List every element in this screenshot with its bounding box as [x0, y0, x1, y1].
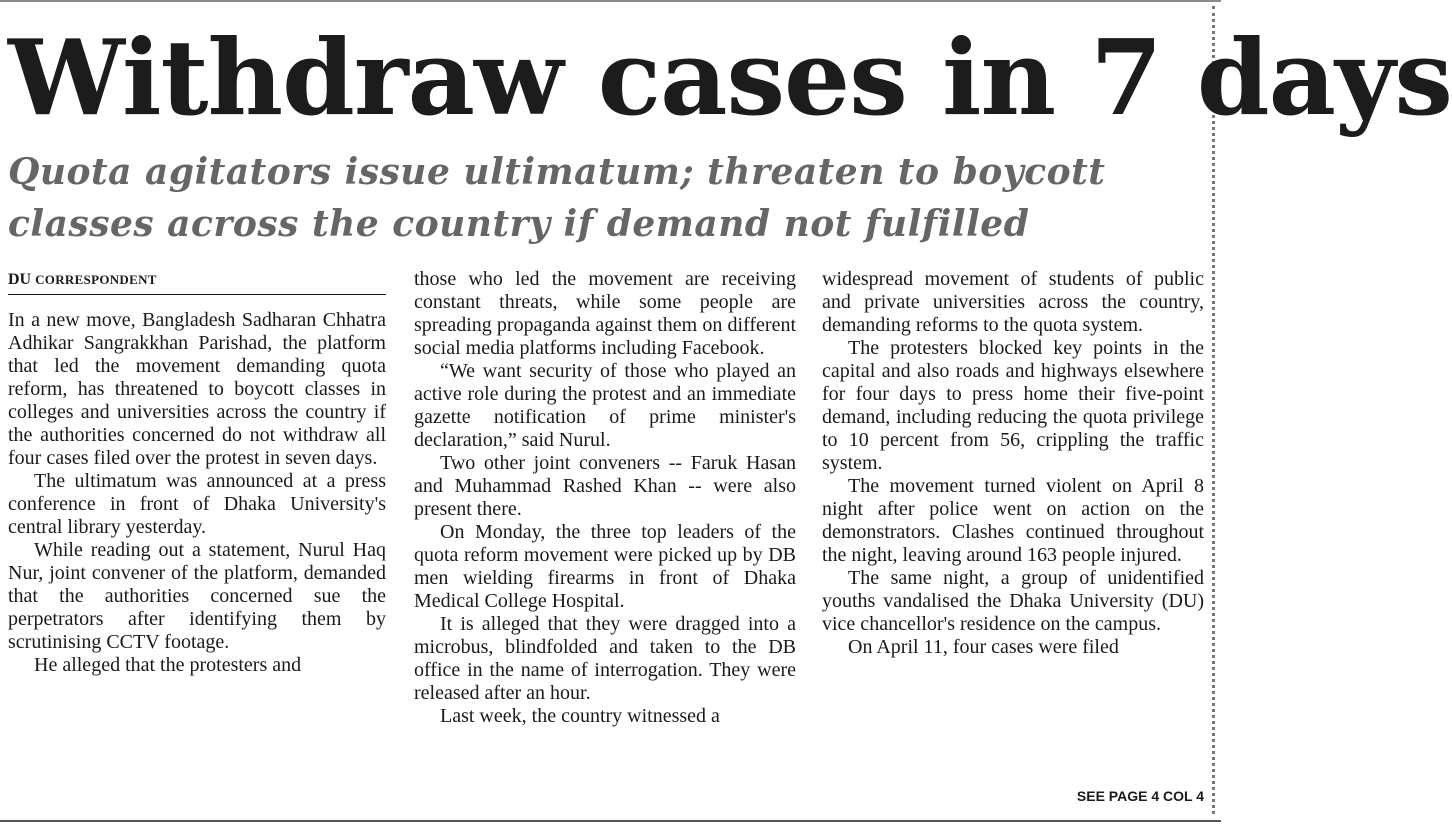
paragraph: It is alleged that they were dragged into a microbus, blindfolded and taken to the DB office in the name of interrogation. They were released after an hour.: [414, 613, 796, 704]
paragraph: In a new move, Bangladesh Sadharan Chhatra Adhikar Sangrakkhan Parishad, the platform that led the movement demanding quota reform, has threatened to boycott classes in colleges and universities across the country if the authorities concerned do not withdraw all four cases filed over the protest in seven days.: [8, 309, 386, 469]
paragraph: On Monday, the three top leaders of the quota reform movement were picked up by DB men wielding firearms in front of Dhaka Medical College Hospital.: [414, 521, 796, 612]
continuation-jump-line: SEE PAGE 4 COL 4: [1076, 788, 1204, 804]
article-column-3: [822, 268, 1204, 816]
byline-role: CORRESPONDENT: [35, 272, 157, 287]
article-column-2: [414, 268, 796, 816]
bottom-rule: [0, 820, 1221, 822]
paragraph: The protesters blocked key points in the capital and also roads and highways elsewhere for four days to press home their five-point demand, including reducing the quota privilege to 10 percent from 56, crippling the traffic system.: [822, 337, 1204, 474]
headline: Withdraw cases in 7 days: [8, 16, 1452, 139]
top-rule: [0, 0, 1221, 2]
paragraph: The same night, a group of unidentified youths vandalised the Dhaka University (DU) vice chancellor's residence on the campus.: [822, 567, 1204, 635]
paragraph: Two other joint conveners -- Faruk Hasan and Muhammad Rashed Khan -- were also present there.: [414, 452, 796, 520]
paragraph: Last week, the country witnessed a: [440, 705, 720, 727]
article-column-1: [8, 268, 386, 816]
paragraph: He alleged that the protesters and: [34, 654, 302, 676]
paragraph: On April 11, four cases were filed: [848, 636, 1119, 658]
paragraph: “We want security of those who played an active role during the protest and an immediate gazette notification of prime minister's declaration,” said Nurul.: [414, 360, 796, 451]
subheadline: Quota agitators issue ultimatum; threaten to boycott classes across the country if demand not fulfilled: [8, 151, 1106, 245]
paragraph: While reading out a statement, Nurul Haq Nur, joint convener of the platform, demanded that the authorities concerned sue the perpetrators after identifying them by scrutinising CCTV footage.: [8, 539, 386, 653]
paragraph: The ultimatum was announced at a press conference in front of Dhaka University's central library yesterday.: [8, 470, 386, 538]
paragraph: The movement turned violent on April 8 night after police went on action on the demonstrators. Clashes continued throughout the night, leaving around 163 people injured.: [822, 475, 1204, 566]
paragraph: those who led the movement are receiving constant threats, while some people are spreading propaganda against them on different social media platforms including Facebook.: [414, 268, 796, 359]
byline-initials: DU: [8, 271, 32, 288]
paragraph: widespread movement of students of public and private universities across the country, demanding reforms to the quota system.: [822, 268, 1204, 336]
byline: [8, 268, 386, 295]
